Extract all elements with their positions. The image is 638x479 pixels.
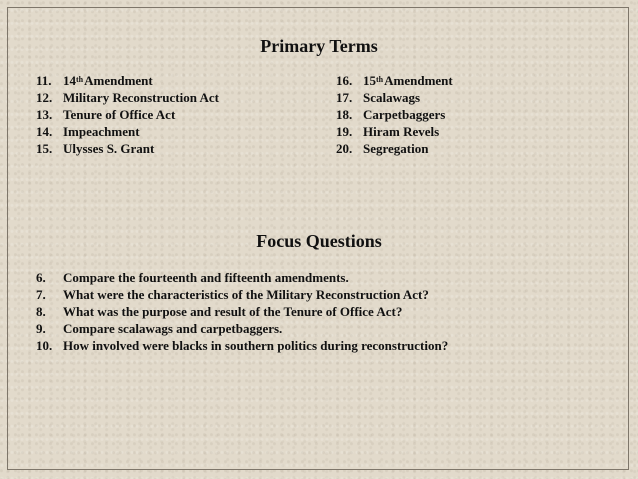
term-number: 15. [36, 141, 53, 156]
question-text: How involved were blacks in southern politics during reconstruction? [63, 338, 449, 353]
term-item [36, 89, 219, 106]
term-ordinal-suffix: th [376, 75, 384, 84]
term-number: 12. [36, 90, 53, 105]
primary-terms-heading: Primary Terms [260, 36, 378, 56]
term-text: Amendment [384, 73, 453, 88]
question-item [36, 320, 448, 337]
question-item [36, 303, 448, 320]
primary-terms-right-list [336, 72, 453, 157]
question-number: 9. [36, 321, 46, 336]
term-item [36, 106, 219, 123]
term-text: Carpetbaggers [363, 107, 446, 122]
term-number: 18. [336, 107, 353, 122]
term-item [336, 106, 453, 123]
term-text: Military Reconstruction Act [63, 90, 219, 105]
term-item [336, 123, 453, 140]
question-number: 6. [36, 270, 46, 285]
term-number: 20. [336, 141, 353, 156]
primary-terms-left-list [36, 72, 219, 157]
term-text: Amendment [84, 73, 153, 88]
question-number: 8. [36, 304, 46, 319]
term-ordinal: 14 [63, 73, 76, 88]
term-text: Hiram Revels [363, 124, 440, 139]
term-item [36, 72, 219, 89]
question-number: 10. [36, 338, 53, 353]
focus-questions-heading: Focus Questions [256, 231, 382, 251]
term-text: Segregation [363, 141, 429, 156]
term-number: 11. [36, 73, 52, 88]
question-text: Compare the fourteenth and fifteenth amendments. [63, 270, 349, 285]
term-ordinal: 15 [363, 73, 376, 88]
term-item [36, 123, 219, 140]
question-number: 7. [36, 287, 46, 302]
term-text: Scalawags [363, 90, 421, 105]
term-item [36, 140, 219, 157]
term-text: Impeachment [63, 124, 140, 139]
question-item [36, 286, 448, 303]
question-text: Compare scalawags and carpetbaggers. [63, 321, 283, 336]
question-text: What was the purpose and result of the Tenure of Office Act? [63, 304, 403, 319]
term-text: Ulysses S. Grant [63, 141, 155, 156]
term-ordinal-suffix: th [76, 75, 84, 84]
term-item [336, 89, 453, 106]
term-text: Tenure of Office Act [63, 107, 176, 122]
term-item [336, 140, 453, 157]
term-item [336, 72, 453, 89]
term-number: 17. [336, 90, 353, 105]
term-number: 14. [36, 124, 53, 139]
question-text: What were the characteristics of the Military Reconstruction Act? [63, 287, 429, 302]
focus-questions-list [36, 269, 448, 354]
term-number: 13. [36, 107, 53, 122]
term-number: 19. [336, 124, 353, 139]
question-item [36, 337, 448, 354]
term-number: 16. [336, 73, 353, 88]
question-item [36, 269, 448, 286]
